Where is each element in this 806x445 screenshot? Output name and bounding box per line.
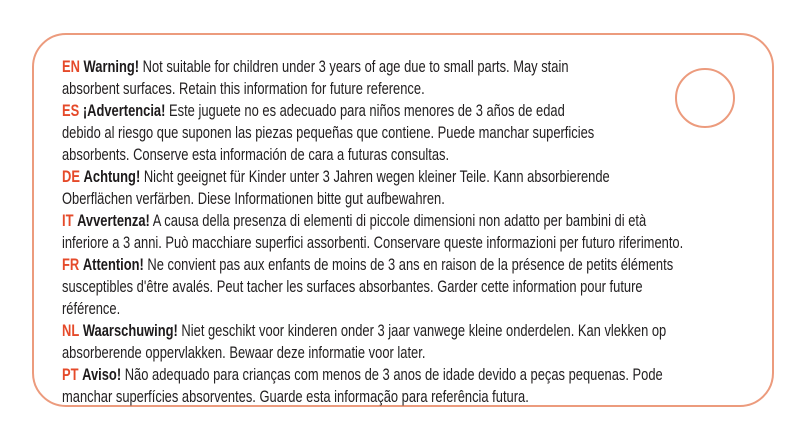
warning-section-es-line-1 <box>62 100 806 122</box>
warning-section-fr-line-2: susceptibles d'être avalés. Peut tacher les surfaces absorbantes. Garder cette information pour future <box>62 277 643 296</box>
warning-text-block <box>62 56 806 408</box>
warning-title-fr: Attention! <box>82 255 144 274</box>
language-code-it: IT <box>62 211 74 230</box>
warning-text-es: Este juguete no es adecuado para niños menores de 3 años de edad <box>169 101 565 120</box>
warning-section-de-line-2: Oberflächen verfärben. Diese Informationen bitte gut aufbewahren. <box>62 189 445 208</box>
warning-title-de: Achtung! <box>83 167 141 186</box>
language-code-nl: NL <box>62 321 80 340</box>
warning-title-nl: Waarschuwing! <box>82 321 178 340</box>
warning-text-nl: Niet geschikt voor kinderen onder 3 jaar vanwege kleine onderdelen. Kan vlekken op <box>181 321 667 340</box>
warning-text-pt: Não adequado para crianças com menos de 3 anos de idade devido a peças pequenas. Pode <box>124 365 663 384</box>
language-code-de: DE <box>62 167 80 186</box>
warning-section-fr-line-3: référence. <box>62 299 121 318</box>
language-code-es: ES <box>62 101 80 120</box>
warning-tag <box>32 33 774 407</box>
language-code-pt: PT <box>62 365 79 384</box>
language-code-fr: FR <box>62 255 80 274</box>
warning-title-en: Warning! <box>83 57 140 76</box>
warning-section-it-line-1 <box>62 210 806 232</box>
warning-section-en-line-2: absorbent surfaces. Retain this information for future reference. <box>62 79 425 98</box>
warning-text-de: Nicht geeignet für Kinder unter 3 Jahren wegen kleiner Teile. Kann absorbierende <box>143 167 610 186</box>
warning-text-en: Not suitable for children under 3 years of age due to small parts. May stain <box>142 57 569 76</box>
warning-section-pt-line-2: manchar superfícies absorventes. Guarde esta informação para referência futura. <box>62 387 529 406</box>
warning-section-de-line-1 <box>62 166 806 188</box>
warning-title-es: ¡Advertencia! <box>82 101 166 120</box>
warning-title-it: Avvertenza! <box>77 211 150 230</box>
warning-section-es-line-2: debido al riesgo que suponen las piezas pequeñas que contiene. Puede manchar superficies <box>62 123 595 142</box>
warning-section-en-line-1 <box>62 56 806 78</box>
warning-section-es-line-3: absorbents. Conserve esta información de cara a futuras consultas. <box>62 145 450 164</box>
warning-text-fr: Ne convient pas aux enfants de moins de 3 ans en raison de la présence de petits éléments <box>147 255 674 274</box>
warning-section-nl-line-2: absorberende oppervlakken. Bewaar deze informatie voor later. <box>62 343 426 362</box>
warning-text-it: A causa della presenza di elementi di piccole dimensioni non adatto per bambini di età <box>152 211 647 230</box>
warning-section-nl-line-1 <box>62 320 806 342</box>
warning-title-pt: Aviso! <box>82 365 122 384</box>
warning-section-it-line-2: inferiore a 3 anni. Può macchiare superfici assorbenti. Conservare queste informazioni per futuro riferimento. <box>62 233 684 252</box>
warning-section-pt-line-1 <box>62 364 806 386</box>
language-code-en: EN <box>62 57 80 76</box>
warning-section-fr-line-1 <box>62 254 806 276</box>
